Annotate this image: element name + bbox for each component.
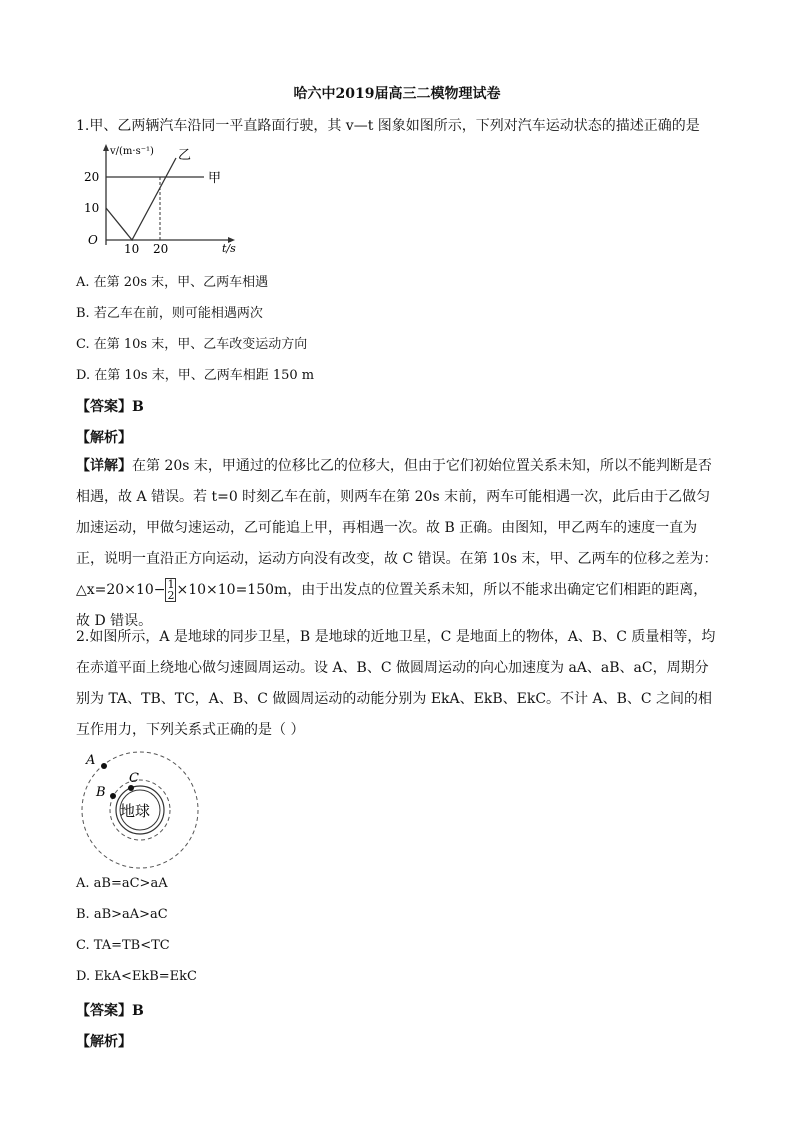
q2-stem: 2.如图所示，A 是地球的同步卫星，B 是地球的近地卫星，C 是地面上的物体，A、B、C 质量相等，均在赤道平面上绕地心做匀速圆周运动。设 A、B、C 做圆周运动的向心加速度为 aA、aB、aC，周期分别为 TA、TB、TC，A、B、C 做圆周运动的动能分别为 EkA、EkB、EkC。不计 A、B、C 之间的相互作用力，下列关系式正确的是（ ） xyxy=(76,629,716,738)
q1-option-a: A. 在第 20s 末，甲、乙两车相遇 xyxy=(76,275,269,290)
q1-fraction xyxy=(165,578,176,602)
q1-option-d: D. 在第 10s 末，甲、乙两车相距 150 m xyxy=(76,368,315,383)
x-axis-label: t/s xyxy=(222,242,236,255)
q1-frac-num: 1 xyxy=(167,578,175,591)
q1-answer: 【答案】B xyxy=(76,399,144,415)
q2-analysis-heading: 【解析】 xyxy=(76,1034,132,1050)
label-c: C xyxy=(129,771,139,786)
y-axis-arrow xyxy=(103,144,109,151)
q1-vt-graph xyxy=(80,140,240,255)
origin-label: O xyxy=(88,233,98,247)
page-title: 哈六中2019届高三二模物理试卷 xyxy=(293,86,501,102)
q2-option-d: D. EkA<EkB=EkC xyxy=(76,969,197,984)
label-a: A xyxy=(86,753,96,768)
satellite-a xyxy=(101,763,107,769)
label-b: B xyxy=(96,785,106,800)
y-tick-20: 20 xyxy=(84,170,100,184)
line-jia-label: 甲 xyxy=(208,171,222,186)
q1-detail-text-1: 在第 20s 末，甲通过的位移比乙的位移大，但由于它们初始位置关系未知，所以不能判断是否相遇，故 A 错误。若 t=0 时刻乙车在前，则两车在第 20s 末前，两车可能相遇一次，此后由于乙做匀加速运动，甲做匀速运动，乙可能追上甲，再相遇一次。故 B 正确。由图知，甲乙两车的速度一直为正，说明一直沿正方向运动，运动方向没有改变，故 C 错误。在第 10s 末，甲、乙两车的位移之差为：△x=20×10− xyxy=(76,458,718,598)
q1-detail-tag: 【详解】 xyxy=(76,458,132,474)
q1-analysis-heading: 【解析】 xyxy=(76,430,132,446)
x-tick-20: 20 xyxy=(153,242,169,255)
q2-option-a: A. aB=aC>aA xyxy=(76,876,168,891)
q2-orbit-figure xyxy=(78,744,203,869)
earth-label: 地球 xyxy=(120,802,151,820)
q1-option-b: B. 若乙车在前，则可能相遇两次 xyxy=(76,306,263,321)
q2-answer: 【答案】B xyxy=(76,1003,144,1019)
y-axis-label: v/(m·s⁻¹) xyxy=(110,146,154,157)
satellite-b xyxy=(110,793,116,799)
q1-stem: 1.甲、乙两辆汽车沿同一平直路面行驶，其 v—t 图象如图所示，下列对汽车运动状态的描述正确的是 xyxy=(76,118,700,134)
x-tick-10: 10 xyxy=(124,242,140,255)
line-yi-label: 乙 xyxy=(178,148,192,163)
q1-detail xyxy=(76,451,721,637)
y-tick-10: 10 xyxy=(84,201,100,215)
q1-frac-den: 2 xyxy=(167,589,175,602)
q1-detail-text-2: ×10×10=150m，由于出发点的位置关系未知，所以不能求出确定它们相距的距离，故 D 错误。 xyxy=(76,582,708,629)
q2-option-c: C. TA=TB<TC xyxy=(76,938,170,953)
line-yi xyxy=(106,158,176,240)
q2-option-b: B. aB>aA>aC xyxy=(76,907,168,922)
q1-option-c: C. 在第 10s 末，甲、乙车改变运动方向 xyxy=(76,337,308,352)
